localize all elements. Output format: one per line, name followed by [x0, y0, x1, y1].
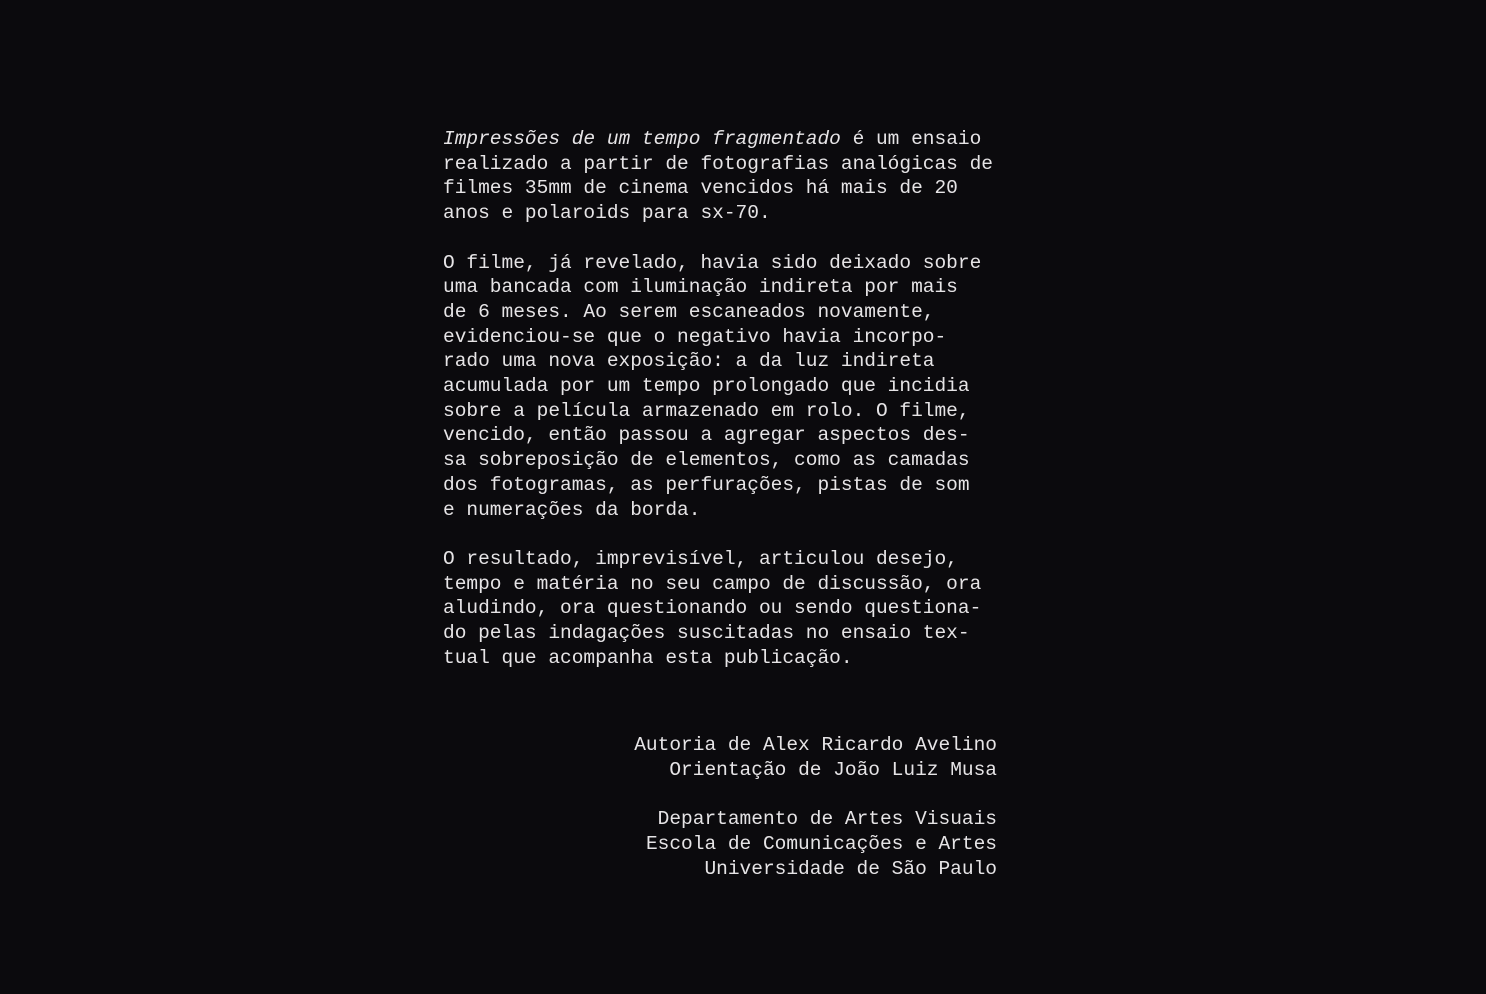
credits [443, 733, 997, 881]
credits-spacer [443, 782, 997, 807]
paragraph-result: O resultado, imprevisível, articulou desejo, tempo e matéria no seu campo de discussão, ora aludindo, ora questionando ou sendo questiona- do pelas indagações suscitadas no ensaio tex- tual que acompanha esta publicação. [443, 547, 982, 669]
credit-author: Autoria de Alex Ricardo Avelino [634, 734, 997, 756]
credit-advisor: Orientação de João Luiz Musa [669, 758, 997, 781]
credit-school: Escola de Comunicações e Artes [645, 832, 997, 855]
paragraph-intro-text: é um ensaio realizado a partir de fotografias analógicas de filmes 35mm de cinema vencidos há mais de 20 anos e polaroids para sx-70. [443, 128, 993, 225]
essay-text [443, 127, 997, 695]
credit-university: Universidade de São Paulo [704, 857, 997, 880]
paragraph-process: O filme, já revelado, havia sido deixado sobre uma bancada com iluminação indireta por mais de 6 meses. Ao serem escaneados novamente, evidenciou-se que o negativo havia incorpo- rado uma nova exposição: a da luz indireta acumulada por um tempo prolongado que incidia sobre a película armazenado em rolo. O filme, vencido, então passou a agregar aspectos des- sa sobreposição de elementos, como as camadas dos fotogramas, as perfurações, pistas de som e numerações da borda. [443, 251, 982, 521]
credit-department: Departamento de Artes Visuais [657, 808, 997, 831]
essay-title: Impressões de um tempo fragmentado [443, 128, 841, 150]
paragraph-intro [443, 127, 997, 226]
